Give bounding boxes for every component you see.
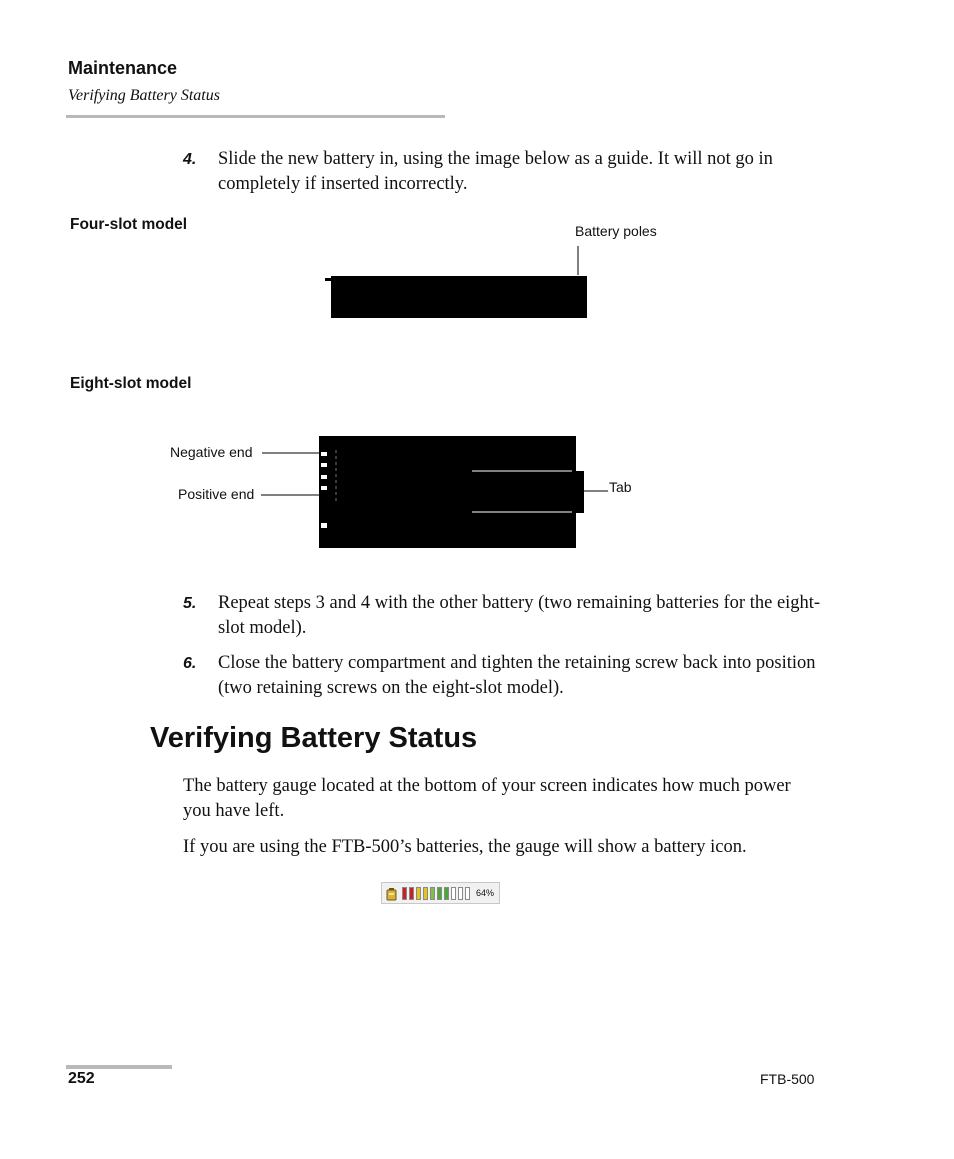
footer-divider: [66, 1065, 172, 1069]
gauge-segment: [416, 887, 421, 900]
gauge-segment: [423, 887, 428, 900]
section-heading: Verifying Battery Status: [150, 722, 478, 754]
gauge-segment: [451, 887, 456, 900]
step-number: 4.: [183, 151, 197, 168]
step-text: Slide the new battery in, using the image below as a guide. It will not go in completely if inserted incorrectly.: [218, 149, 773, 194]
step-number: 5.: [183, 595, 197, 612]
positive-end-callout: Positive end: [178, 486, 255, 502]
battery-gauge: [381, 882, 500, 904]
step-6: [183, 651, 823, 701]
four-slot-battery-illustration: [320, 240, 600, 325]
gauge-segment: [444, 887, 449, 900]
eight-slot-battery-illustration: [258, 430, 608, 555]
document-name: FTB-500: [760, 1071, 815, 1087]
section-paragraph-1: The battery gauge located at the bottom of your screen indicates how much power you have left.: [183, 776, 791, 821]
section-paragraph-2: If you are using the FTB-500’s batteries, the gauge will show a battery icon.: [183, 837, 747, 857]
battery-poles-callout: Battery poles: [575, 223, 657, 239]
gauge-segment: [430, 887, 435, 900]
gauge-segment: [409, 887, 414, 900]
tab-callout: Tab: [609, 479, 632, 495]
gauge-segment: [458, 887, 463, 900]
page-number: 252: [68, 1070, 95, 1087]
step-5: [183, 591, 823, 641]
header-divider: [66, 115, 445, 118]
battery-icon: [385, 887, 399, 901]
gauge-segments: [402, 887, 470, 900]
eight-slot-label: Eight-slot model: [70, 375, 192, 392]
gauge-segment: [465, 887, 470, 900]
step-4: [183, 147, 823, 197]
gauge-percent: 64%: [476, 888, 495, 898]
gauge-segment: [437, 887, 442, 900]
chapter-title: Maintenance: [68, 58, 178, 78]
gauge-segment: [402, 887, 407, 900]
section-subtitle: Verifying Battery Status: [68, 87, 220, 104]
four-slot-label: Four-slot model: [70, 216, 188, 233]
step-number: 6.: [183, 655, 197, 672]
step-text: Repeat steps 3 and 4 with the other battery (two remaining batteries for the eight-slot model).: [218, 593, 821, 638]
step-text: Close the battery compartment and tighten the retaining screw back into position (two retaining screws on the eight-slot model).: [218, 653, 816, 698]
negative-end-callout: Negative end: [170, 444, 253, 460]
